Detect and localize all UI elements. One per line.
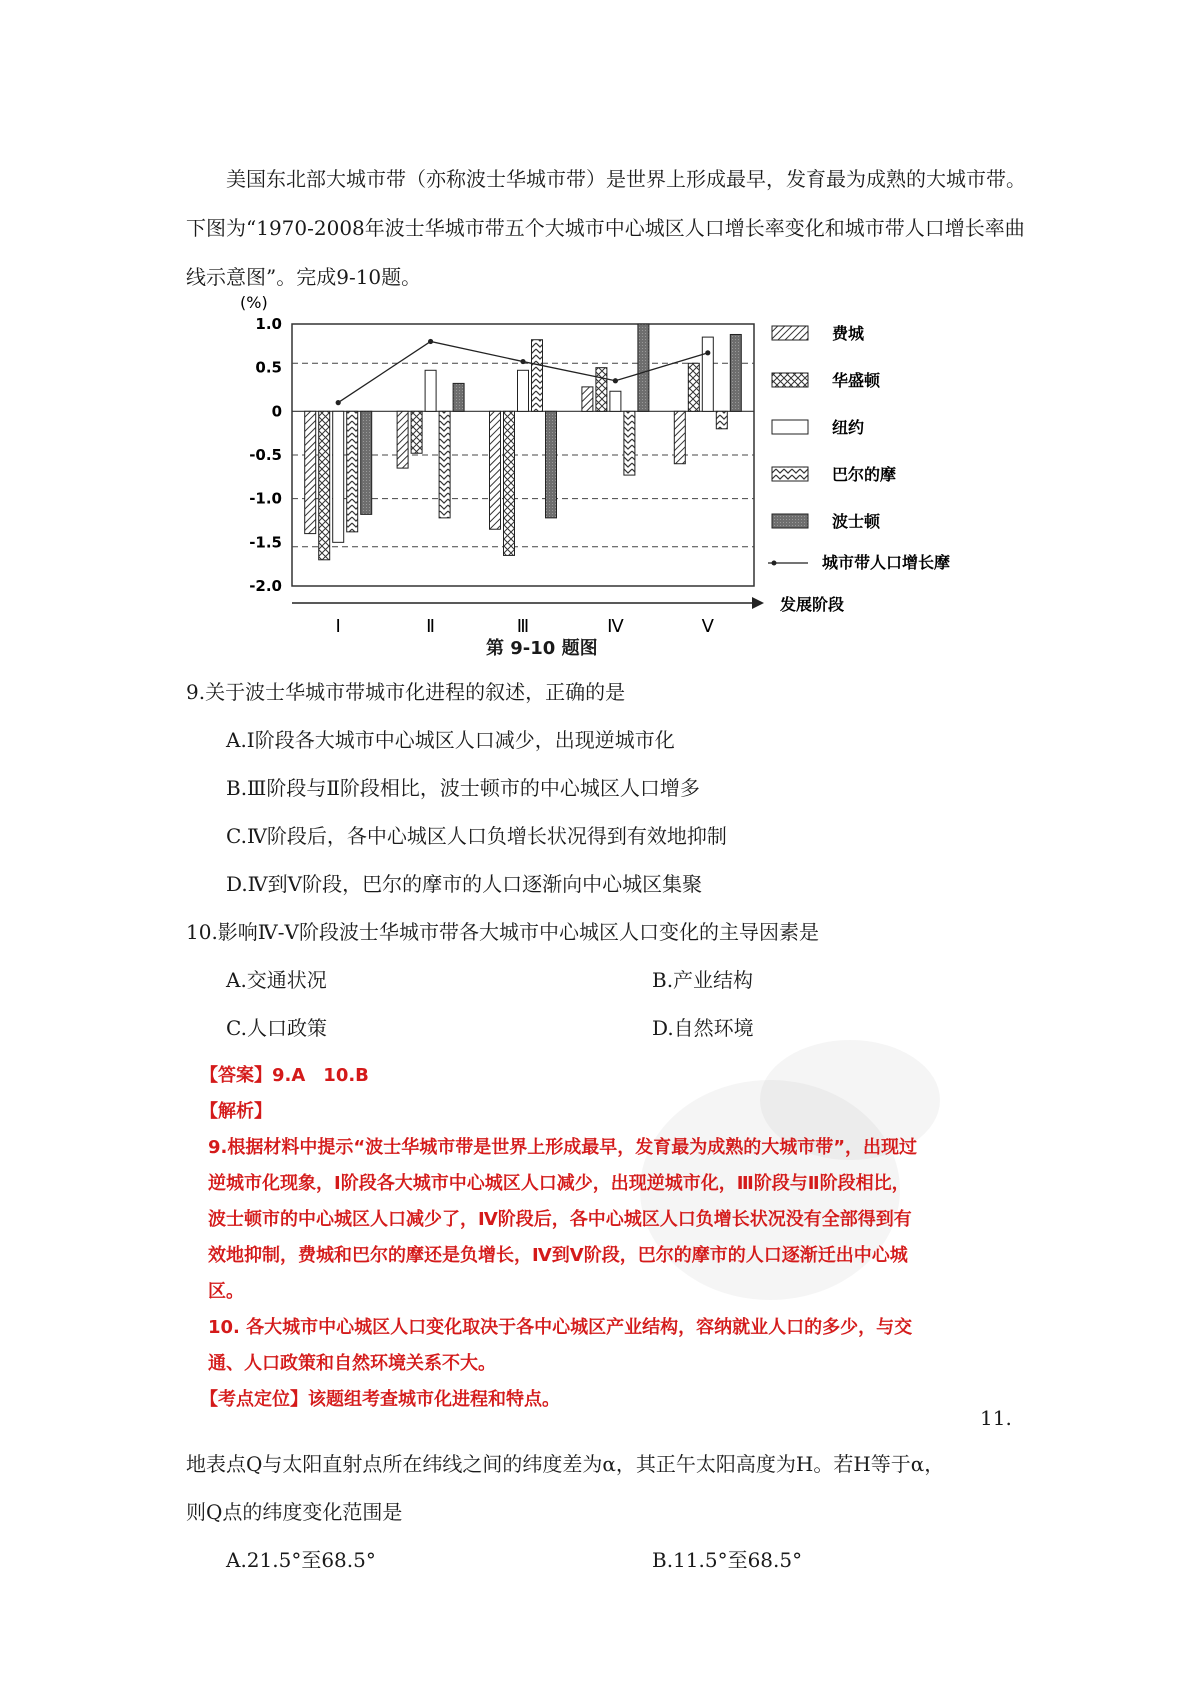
- bar-empty: [702, 337, 713, 411]
- legend-swatch-cross: [772, 373, 808, 387]
- bar-zigzag: [347, 411, 358, 532]
- bar-diag: [305, 411, 316, 533]
- bar-dark: [361, 411, 372, 514]
- y-unit-label: (%): [240, 293, 268, 312]
- legend-label: 城市带人口增长摩: [822, 553, 951, 572]
- q9-option-d: D.Ⅳ到Ⅴ阶段，巴尔的摩市的人口逐渐向中心城区集聚: [226, 872, 703, 896]
- analysis-line: 通、人口政策和自然环境关系不大。: [208, 1353, 496, 1374]
- q10-stem: 10.影响Ⅳ-Ⅴ阶段波士华城市带各大城市中心城区人口变化的主导因素是: [186, 920, 819, 944]
- figure-caption: 第 9-10 题图: [486, 638, 598, 659]
- x-tick-label: Ⅳ: [607, 616, 624, 637]
- growth-point: [520, 359, 525, 364]
- growth-point: [336, 400, 341, 405]
- q10-option-a: A.交通状况: [226, 968, 327, 992]
- q9-stem: 9.关于波士华城市带城市化进程的叙述，正确的是: [186, 680, 626, 704]
- legend-swatch-diag: [772, 326, 808, 340]
- bar-zigzag: [532, 340, 543, 412]
- x-tick-label: Ⅰ: [335, 616, 341, 637]
- x-tick-label: Ⅱ: [426, 616, 436, 637]
- bar-empty: [333, 411, 344, 542]
- x-axis-label: 发展阶段: [780, 595, 845, 614]
- q10-option-c: C.人口政策: [226, 1016, 327, 1040]
- q9-option-c: C.Ⅳ阶段后，各中心城区人口负增长状况得到有效地抑制: [226, 824, 727, 848]
- y-tick-label: 0.5: [255, 358, 282, 377]
- intro-paragraph: 美国东北部大城市带（亦称波士华城市带）是世界上形成最早，发育最为成熟的大城市带。下图为“1970-2008年波士华城市带五个大城市中心城区人口增长率变化和城市带人口增长率曲线示意图”。完成9-10题。: [186, 167, 1026, 289]
- q9-option-b: B.Ⅲ阶段与Ⅱ阶段相比，波士顿市的中心城区人口增多: [226, 776, 700, 800]
- legend-label: 纽约: [832, 418, 865, 437]
- bar-cross: [688, 363, 699, 411]
- bar-empty: [610, 391, 621, 411]
- analysis-line: 效地抑制，费城和巴尔的摩还是负增长，Ⅳ到Ⅴ阶段，巴尔的摩市的人口逐渐迁出中心城: [208, 1245, 908, 1266]
- bar-diag: [582, 387, 593, 411]
- analysis-label: 【解析】: [200, 1101, 272, 1122]
- y-tick-label: -1.5: [249, 533, 282, 552]
- analysis-line: 10. 各大城市中心城区人口变化取决于各中心城区产业结构，容纳就业人口的多少，与交: [208, 1317, 913, 1338]
- analysis-line: 9.根据材料中提示“波士华城市带是世界上形成最早，发育最为成熟的大城市带”，出现过: [208, 1137, 918, 1158]
- bar-cross: [504, 411, 515, 555]
- bar-empty: [518, 370, 529, 411]
- bar-empty: [425, 370, 436, 411]
- growth-point: [705, 350, 710, 355]
- legend-label: 华盛顿: [832, 371, 881, 390]
- analysis-line: 波士顿市的中心城区人口减少了，Ⅳ阶段后，各中心城区人口负增长状况没有全部得到有: [208, 1209, 912, 1230]
- y-tick-label: 0: [271, 402, 282, 421]
- bar-cross: [319, 411, 330, 559]
- q11-option-b: B.11.5°至68.5°: [652, 1548, 803, 1572]
- q11-option-a: A.21.5°至68.5°: [226, 1548, 376, 1572]
- bar-cross: [411, 411, 422, 453]
- legend-line-point: [772, 561, 777, 566]
- legend-label: 费城: [832, 324, 865, 343]
- legend-swatch-empty: [772, 420, 808, 434]
- bar-diag: [490, 411, 501, 529]
- y-tick-label: 1.0: [255, 315, 282, 333]
- x-tick-label: Ⅲ: [516, 616, 530, 637]
- analysis-line: 逆城市化现象，Ⅰ阶段各大城市中心城区人口减少，出现逆城市化，Ⅲ阶段与Ⅱ阶段相比，: [208, 1173, 910, 1194]
- q9-option-a: A.Ⅰ阶段各大城市中心城区人口减少，出现逆城市化: [226, 728, 675, 752]
- q11-stem: 地表点Q与太阳直射点所在纬线之间的纬度差为α，其正午太阳高度为H。若H等于α，: [186, 1452, 945, 1476]
- bar-zigzag: [624, 411, 635, 475]
- x-axis-arrowhead: [752, 597, 764, 609]
- bar-dark: [453, 383, 464, 411]
- q11-number: 11.: [980, 1406, 1012, 1430]
- bar-dark: [638, 324, 649, 411]
- q10-option-b: B.产业结构: [652, 968, 754, 992]
- bar-diag: [397, 411, 408, 468]
- legend-swatch-zigzag: [772, 467, 808, 481]
- bar-cross: [596, 368, 607, 412]
- y-tick-label: -2.0: [249, 577, 282, 595]
- bar-zigzag: [716, 411, 727, 428]
- exam-point: 【考点定位】该题组考查城市化进程和特点。: [200, 1389, 560, 1410]
- growth-point: [613, 378, 618, 383]
- bar-zigzag: [439, 411, 450, 518]
- bar-diag: [674, 411, 685, 463]
- legend-label: 巴尔的摩: [832, 465, 897, 484]
- analysis-line: 区。: [208, 1281, 244, 1302]
- q11-stem-continued: 则Q点的纬度变化范围是: [186, 1500, 403, 1524]
- q10-option-d: D.自然环境: [652, 1016, 754, 1040]
- bar-dark: [546, 411, 557, 518]
- x-tick-label: Ⅴ: [701, 616, 714, 637]
- legend-swatch-dark: [772, 514, 808, 528]
- legend-label: 波士顿: [832, 512, 881, 531]
- y-tick-label: -1.0: [249, 489, 282, 508]
- bar-dark: [730, 334, 741, 411]
- population-chart: [0, 0, 1200, 640]
- growth-point: [428, 339, 433, 344]
- answer-label: 【答案】9.A 10.B: [200, 1065, 369, 1086]
- y-tick-label: -0.5: [249, 446, 282, 464]
